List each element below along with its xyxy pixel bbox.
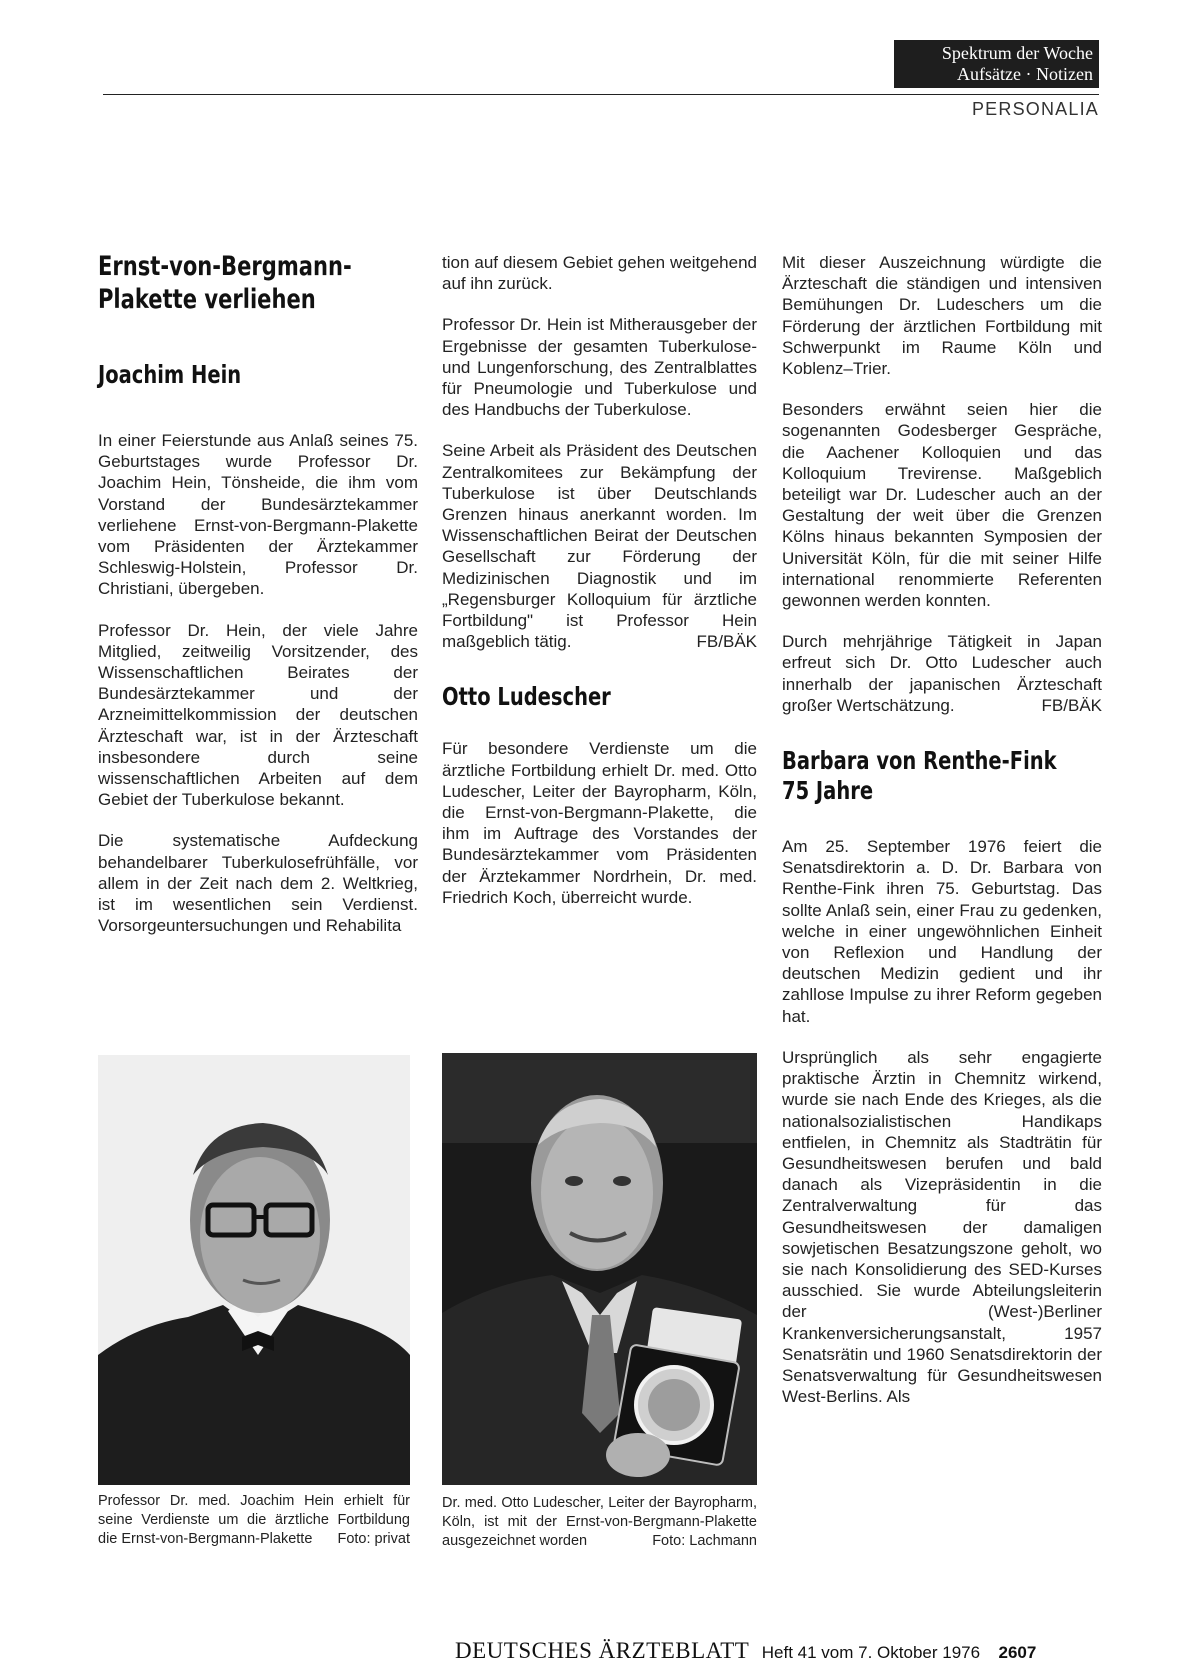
headline-wrap xyxy=(98,250,418,322)
signature: FB/BÄK xyxy=(696,632,757,652)
portrait-photo-ludescher xyxy=(442,1053,757,1485)
subheading-renthe: Barbara von Renthe-Fink 75 Jahre xyxy=(782,746,1057,806)
badge-line-1: Spektrum der Woche xyxy=(941,43,1093,63)
paragraph xyxy=(442,440,757,652)
caption-text: Professor Dr. med. Joachim Hein erhielt für seine Verdienste um die ärztliche Fortbildung die Ernst-von-Bergmann-Plakette xyxy=(98,1493,410,1547)
signature: FB/BÄK xyxy=(1041,695,1102,715)
column-2 xyxy=(442,252,757,928)
badge-line-2: Aufsätze · Notizen xyxy=(957,64,1093,84)
paragraph: Ursprünglich als sehr engagierte praktische Ärztin in Chemnitz wirkend, wurde sie nach Ende des Krieges, als die nationalsozialistischen Handikaps entfielen, in Chemnitz als Stadträtin für Gesundheitswesen berufen und bald danach als Vizepräsidentin in die Zentralverwaltung für das Gesundheitswesen der damaligen sowjetischen Besatzungszone geholt, wo sie nach Konsolidierung des SED-Kurses ausschied. Sie wurde Abteilungsleiterin der (West-)Berliner Krankenversicherungsanstalt, 1957 Senatsrätin und 1960 Senatsdirektorin der Senatsverwaltung für Gesundheitswesen West-Berlins. Als xyxy=(782,1047,1102,1407)
issue-info: Heft 41 vom 7. Oktober 1976 xyxy=(761,1643,981,1662)
paragraph: Für besondere Verdienste um die ärztliche Fortbildung erhielt Dr. med. Otto Ludescher, Leiter der Bayropharm, Köln, die Ernst-von-Bergmann-Plakette, die ihm im Auftrage des Vorstandes der Bundesärztekammer vom Präsidenten der Ärztekammer Nordrhein, Dr. med. Friedrich Koch, überreicht wurde. xyxy=(442,739,757,907)
paragraph: Mit dieser Auszeichnung würdigte die Ärzteschaft die ständigen und intensiven Bemühungen Dr. Ludeschers um die Förderung der ärztlichen Fortbildung mit Schwerpunkt im Raume Köln und Koblenz–Trier. xyxy=(782,253,1102,379)
header-rule xyxy=(103,94,1099,95)
section-badge xyxy=(894,40,1099,88)
paragraph: Besonders erwähnt seien hier die sogenannten Godesberger Gespräche, die Aachener Kolloquien und das Kolloquium Trevirense. Maßgeblich beteiligt war Dr. Ludescher auch an der Gestaltung der weit über die Grenzen Kölns hinaus bekannten Symposien der Universität Köln, für die mit seiner Hilfe international renommierte Referenten gewonnen werden konnten. xyxy=(782,400,1102,611)
column-1 xyxy=(98,250,418,936)
page-number: 2607 xyxy=(998,1643,1037,1662)
photo-credit: Foto: Lachmann xyxy=(652,1533,757,1549)
subheading-wrap xyxy=(98,322,418,410)
photo-caption-hein xyxy=(98,1492,410,1549)
portrait-ludescher-image xyxy=(442,1053,757,1485)
paragraph: Die systematische Aufdeckung behandelbarer Tuberkulosefrühfälle, vor allem in der Zeit nach dem 2. Weltkrieg, ist im wesentlichen sein Verdienst. Vorsorgeuntersuchungen und Rehabilita xyxy=(98,831,418,936)
paragraph: In einer Feierstunde aus Anlaß seines 75. Geburtstages wurde Professor Dr. Joachim Hein, Tönsheide, die ihm vom Vorstand der Bundesärztekammer verliehene Ernst-von-Bergmann-Plakette vom Präsidenten der Ärztekammer Schleswig-Holstein, Professor Dr. Christiani, übergeben. xyxy=(98,431,418,599)
portrait-photo-hein xyxy=(98,1055,410,1485)
caption-text: Dr. med. Otto Ludescher, Leiter der Bayropharm, Köln, ist mit der Ernst-von-Bergmann-Plakette ausgezeichnet worden xyxy=(442,1495,757,1549)
paragraph-text: Durch mehrjährige Tätigkeit in Japan erfreut sich Dr. Otto Ludescher auch innerhalb der japanischen Ärzteschaft großer Wertschätzung. xyxy=(782,632,1102,715)
paragraph: Am 25. September 1976 feiert die Senatsdirektorin a. D. Dr. Barbara von Renthe-Fink ihren 75. Geburtstag. Das sollte Anlaß sein, einer Frau zu gedenken, welche in einer ungewöhnlichen Einheit von Reflexion und Handlung der deutschen Medizin gedient und ihr zahllose Impulse zu ihrer Reform gegeben hat. xyxy=(782,837,1102,1026)
section-label: PERSONALIA xyxy=(971,99,1099,119)
paragraph-continuation xyxy=(442,252,757,294)
subheading-wrap xyxy=(782,736,1102,828)
subheading-hein: Joachim Hein xyxy=(98,360,242,389)
subheading-ludescher: Otto Ludescher xyxy=(442,682,611,712)
page-footer xyxy=(455,1638,1105,1664)
paragraph-text: Seine Arbeit als Präsident des Deutschen Zentralkomitees zur Bekämpfung der Tuberkulose ist über Deutschlands Grenzen hinaus anerkannt worden. Im Wissenschaftlichen Beirat der Deutschen Gesellschaft zur Förderung der Medizinischen Diagnostik und im „Regensburger Kolloquium für ärztliche Fortbildung" ist Professor Hein maßgeblich tätig. xyxy=(442,441,757,652)
journal-name: DEUTSCHES ÄRZTEBLATT xyxy=(455,1638,750,1663)
photo-caption-ludescher xyxy=(442,1494,757,1551)
paragraph xyxy=(782,631,1102,716)
portrait-hein-image xyxy=(98,1055,410,1485)
subheading-wrap xyxy=(442,672,757,728)
photo-credit: Foto: privat xyxy=(337,1531,410,1547)
paragraph: Professor Dr. Hein ist Mitherausgeber der Ergebnisse der gesamten Tuberkulose- und Lungenforschung, des Zentralblattes für Pneumologie und Tuberkulose und des Handbuchs der Tuberkulose. xyxy=(442,315,757,420)
article-headline: Ernst-von-Bergmann- Plakette verliehen xyxy=(98,251,352,315)
continued-text: tion auf diesem Gebiet gehen weitgehend auf ihn zurück. xyxy=(442,253,757,294)
paragraph: Professor Dr. Hein, der viele Jahre Mitglied, zeitweilig Vorsitzender, des Wissenschaftlichen Beirates der Bundesärztekammer und der Arzneimittelkommission der deutschen Ärzteschaft war, ist in der Ärzteschaft insbesondere durch seine wissenschaftlichen Arbeiten auf dem Gebiet der Tuberkulose bekannt. xyxy=(98,620,418,810)
column-3 xyxy=(782,252,1102,1427)
